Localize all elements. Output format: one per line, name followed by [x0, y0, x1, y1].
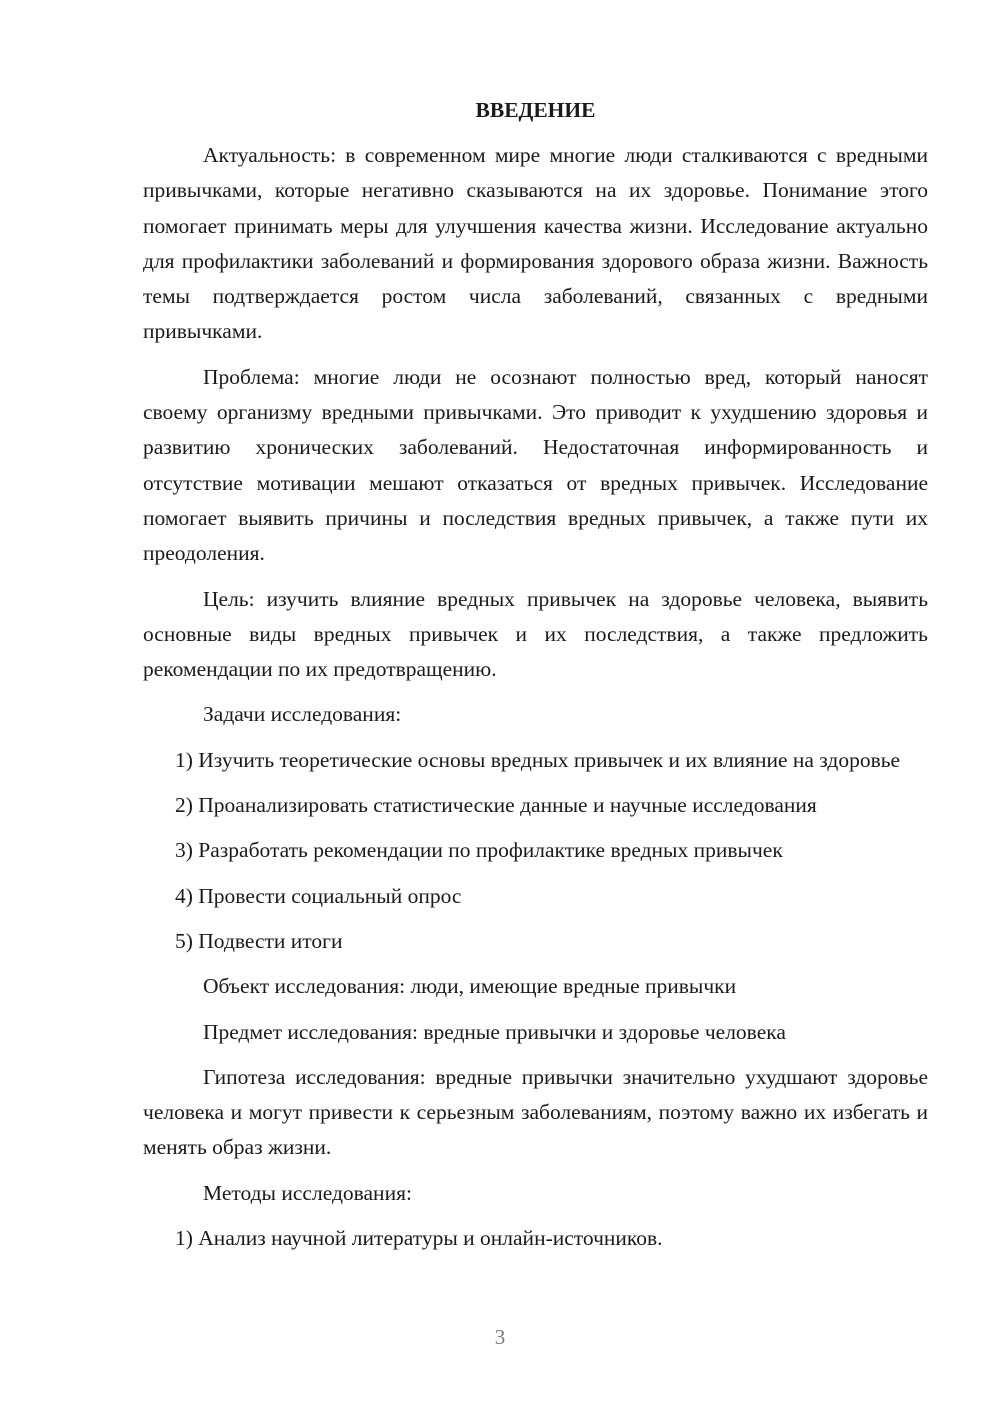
hypothesis-paragraph: Гипотеза исследования: вредные привычки значительно ухудшают здоровье человека и могут привести к серьезным заболеваниям, поэтому важно их избегать и менять образ жизни.	[143, 1064, 928, 1160]
object-line: Объект исследования: люди, имеющие вредные привычки	[203, 974, 737, 999]
methods-list	[143, 1221, 928, 1256]
task-item: 1) Изучить теоретические основы вредных привычек и их влияние на здоровье	[175, 747, 901, 772]
task-item: 4) Провести социальный опрос	[175, 883, 462, 908]
task-item: 2) Проанализировать статистические данные и научные исследования	[175, 793, 817, 818]
section-title: ВВЕДЕНИЕ	[475, 98, 596, 122]
document-page	[143, 93, 928, 1266]
methods-heading: Методы исследования:	[203, 1180, 412, 1205]
tasks-list	[143, 743, 928, 959]
subject-line: Предмет исследования: вредные привычки и здоровье человека	[203, 1019, 786, 1044]
tasks-heading: Задачи исследования:	[203, 702, 402, 727]
problem-paragraph: Проблема: многие люди не осознают полностью вред, который наносят своему организму вредными привычками. Это приводит к ухудшению здоровья и развитию хронических заболеваний. Недостаточная информированность и отсутствие мотивации мешают отказаться от вредных привычек. Исследование помогает выявить причины и последствия вредных привычек, а также пути их преодоления.	[143, 364, 928, 566]
relevance-paragraph: Актуальность: в современном мире многие люди сталкиваются с вредными привычками, которые негативно сказываются на их здоровье. Понимание этого помогает принимать меры для улучшения качества жизни. Исследование актуально для профилактики заболеваний и формирования здорового образа жизни. Важность темы подтверждается ростом числа заболеваний, связанных с вредными привычками.	[143, 143, 928, 344]
page-number: 3	[494, 1325, 506, 1349]
method-item: 1) Анализ научной литературы и онлайн-источников.	[175, 1226, 663, 1251]
goal-paragraph: Цель: изучить влияние вредных привычек на здоровье человека, выявить основные виды вредных привычек и их последствия, а также предложить рекомендации по их предотвращению.	[143, 586, 928, 682]
task-item: 3) Разработать рекомендации по профилактике вредных привычек	[175, 838, 783, 863]
task-item: 5) Подвести итоги	[175, 928, 343, 953]
